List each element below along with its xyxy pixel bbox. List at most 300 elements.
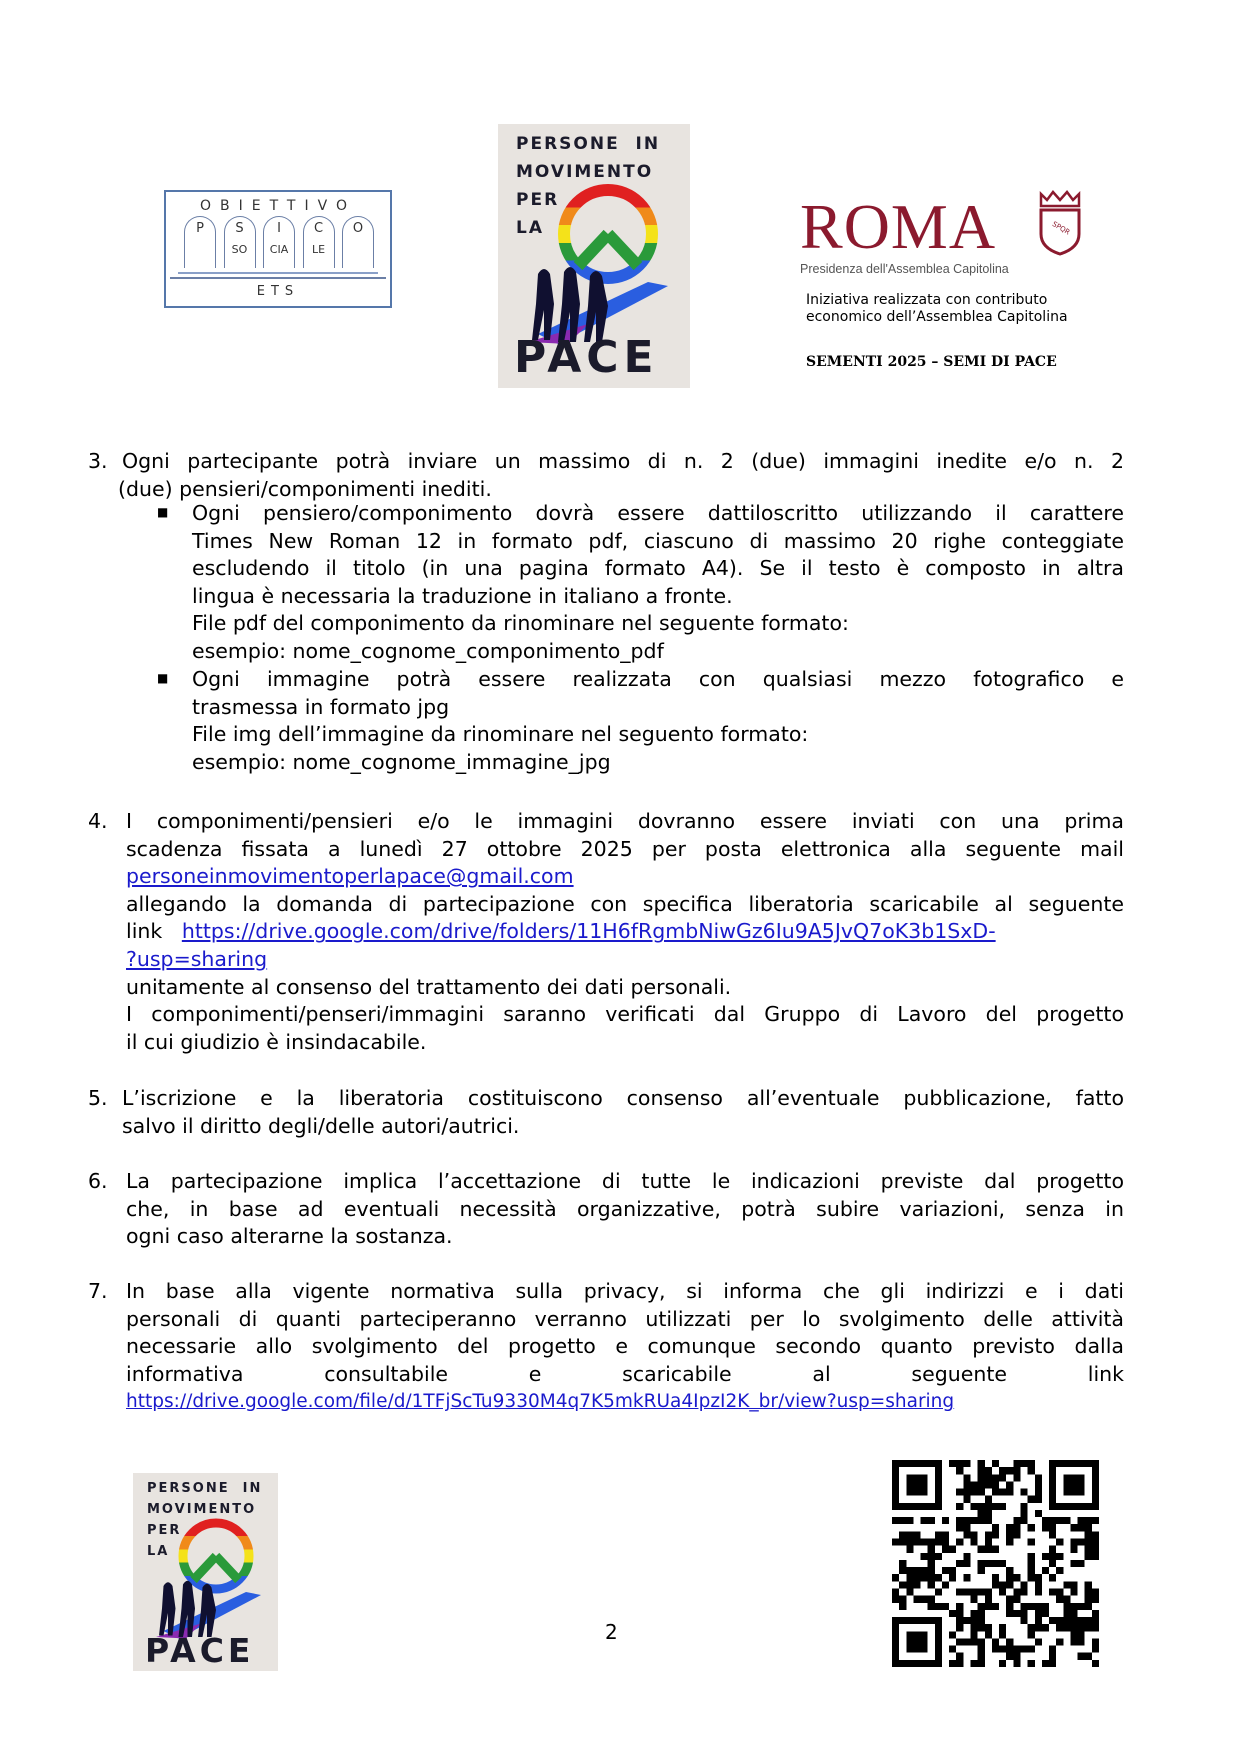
qr-module	[1070, 1524, 1077, 1531]
qr-module	[1070, 1603, 1077, 1610]
qr-module	[1028, 1496, 1035, 1503]
logo-line: PERSONE IN	[147, 1481, 263, 1496]
qr-module	[906, 1503, 913, 1510]
qr-module	[1092, 1660, 1099, 1667]
qr-module	[1020, 1503, 1027, 1510]
qr-module	[978, 1481, 985, 1488]
text-line: allegando la domanda di partecipazione con specifica liberatoria scaricabile al seguente	[126, 891, 1124, 916]
qr-module	[935, 1631, 942, 1638]
qr-module	[956, 1539, 963, 1546]
qr-module	[1063, 1460, 1070, 1467]
qr-module	[1085, 1596, 1092, 1603]
qr-module	[1092, 1539, 1099, 1546]
bullet-icon: ■	[157, 505, 169, 519]
logo-arch	[342, 216, 374, 268]
qr-module	[1070, 1588, 1077, 1595]
qr-module	[1049, 1474, 1056, 1481]
qr-module	[935, 1588, 942, 1595]
qr-module	[892, 1489, 899, 1496]
qr-module	[1085, 1460, 1092, 1467]
qr-module	[921, 1503, 928, 1510]
qr-module	[999, 1467, 1006, 1474]
qr-module	[963, 1517, 970, 1524]
qr-module	[1070, 1581, 1077, 1588]
qr-module	[1028, 1460, 1035, 1467]
qr-module	[971, 1588, 978, 1595]
qr-module	[1028, 1467, 1035, 1474]
qr-module	[899, 1617, 906, 1624]
qr-module	[892, 1646, 899, 1653]
text-line	[126, 946, 1124, 974]
qr-module	[971, 1489, 978, 1496]
qr-module	[928, 1581, 935, 1588]
qr-module	[985, 1603, 992, 1610]
qr-module	[935, 1489, 942, 1496]
qr-module	[892, 1496, 899, 1503]
qr-module	[892, 1596, 899, 1603]
qr-module	[1006, 1603, 1013, 1610]
text-line	[126, 918, 1124, 946]
qr-module	[1063, 1617, 1070, 1624]
qr-module	[1042, 1517, 1049, 1524]
qr-module	[992, 1581, 999, 1588]
qr-module	[913, 1617, 920, 1624]
qr-module	[1056, 1503, 1063, 1510]
qr-module	[1078, 1474, 1085, 1481]
qr-module	[999, 1489, 1006, 1496]
logo-line: LA	[516, 218, 544, 238]
qr-module	[1070, 1460, 1077, 1467]
qr-module	[913, 1460, 920, 1467]
qr-module	[1092, 1638, 1099, 1645]
qr-module	[935, 1553, 942, 1560]
qr-module	[921, 1539, 928, 1546]
qr-module	[1085, 1503, 1092, 1510]
qr-module	[928, 1660, 935, 1667]
qr-module	[1049, 1617, 1056, 1624]
qr-module	[899, 1460, 906, 1467]
qr-module	[942, 1546, 949, 1553]
qr-module	[1063, 1503, 1070, 1510]
qr-module	[1049, 1560, 1056, 1567]
qr-module	[1013, 1524, 1020, 1531]
qr-module	[899, 1560, 906, 1567]
qr-module	[1006, 1567, 1013, 1574]
item-number: 4.	[88, 809, 108, 833]
qr-module	[1035, 1510, 1042, 1517]
qr-module	[1006, 1524, 1013, 1531]
text-line: File img dell’immagine da rinominare nel seguento formato:	[192, 722, 809, 747]
qr-module	[1056, 1638, 1063, 1645]
qr-module	[1020, 1610, 1027, 1617]
qr-module	[949, 1610, 956, 1617]
qr-module	[928, 1596, 935, 1603]
qr-module	[1013, 1574, 1020, 1581]
qr-module	[1042, 1624, 1049, 1631]
qr-module	[935, 1539, 942, 1546]
qr-module	[906, 1646, 913, 1653]
qr-module	[1092, 1481, 1099, 1488]
qr-module	[1085, 1546, 1092, 1553]
text-line: unitamente al consenso del trattamento dei dati personali.	[126, 974, 732, 999]
qr-module	[985, 1560, 992, 1567]
qr-module	[1092, 1624, 1099, 1631]
qr-module	[978, 1646, 985, 1653]
qr-module	[1085, 1524, 1092, 1531]
qr-module	[1070, 1624, 1077, 1631]
qr-module	[1049, 1489, 1056, 1496]
qr-module	[892, 1574, 899, 1581]
qr-module	[1078, 1524, 1085, 1531]
page-number: 2	[605, 1620, 618, 1644]
qr-module	[921, 1631, 928, 1638]
qr-module	[892, 1588, 899, 1595]
text-line: L’iscrizione e la liberatoria costituiscono consenso all’eventuale pubblicazione, fatto	[122, 1086, 1124, 1110]
qr-module	[985, 1517, 992, 1524]
qr-module	[1006, 1596, 1013, 1603]
liberatoria-link[interactable]: https://drive.google.com/drive/folders/11H6fRgmbNiwGz6Iu9A5JvQ7oK3b1SxD-	[181, 919, 996, 944]
qr-module	[921, 1553, 928, 1560]
qr-module	[935, 1467, 942, 1474]
qr-module	[913, 1489, 920, 1496]
email-link[interactable]: personeinmovimentoperlapace@gmail.com	[126, 864, 574, 889]
qr-module	[1028, 1553, 1035, 1560]
qr-module	[1020, 1581, 1027, 1588]
qr-module	[892, 1460, 899, 1467]
rule-item-7	[88, 1278, 1124, 1416]
qr-module	[1085, 1581, 1092, 1588]
arch-letter: C	[313, 221, 324, 236]
qr-module	[1020, 1460, 1027, 1467]
qr-module	[992, 1603, 999, 1610]
qr-module	[1049, 1574, 1056, 1581]
qr-module	[1078, 1460, 1085, 1467]
qr-module	[1013, 1460, 1020, 1467]
text-line: salvo il diritto degli/delle autori/autrici.	[122, 1113, 520, 1138]
qr-module	[1035, 1489, 1042, 1496]
logo-line: PER	[147, 1523, 182, 1538]
initiative-note	[806, 292, 1068, 326]
qr-module	[913, 1531, 920, 1538]
qr-module	[1070, 1474, 1077, 1481]
text-line: Ogni partecipante potrà inviare un massimo di n. 2 (due) immagini inedite e/o n. 2	[122, 449, 1124, 473]
qr-module	[899, 1517, 906, 1524]
qr-module	[942, 1603, 949, 1610]
qr-module	[928, 1617, 935, 1624]
arch-letter: O	[352, 221, 364, 236]
qr-module	[913, 1567, 920, 1574]
qr-module	[1085, 1603, 1092, 1610]
qr-module	[1035, 1624, 1042, 1631]
qr-module	[992, 1489, 999, 1496]
qr-module	[1049, 1553, 1056, 1560]
qr-module	[999, 1624, 1006, 1631]
qr-module	[935, 1496, 942, 1503]
qr-module	[935, 1574, 942, 1581]
qr-module	[1063, 1610, 1070, 1617]
qr-module	[985, 1531, 992, 1538]
logo-big-text: PACE	[145, 1631, 255, 1670]
qr-module	[1078, 1503, 1085, 1510]
qr-module	[913, 1539, 920, 1546]
qr-module	[956, 1617, 963, 1624]
qr-module	[992, 1560, 999, 1567]
qr-module	[935, 1603, 942, 1610]
qr-module	[1013, 1474, 1020, 1481]
text-line: trasmessa in formato jpg	[192, 694, 450, 719]
text-line: ogni caso alterarne la sostanza.	[126, 1224, 453, 1249]
qr-module	[899, 1567, 906, 1574]
qr-module	[1035, 1638, 1042, 1645]
qr-module	[1092, 1553, 1099, 1560]
qr-module	[1035, 1481, 1042, 1488]
qr-module	[1049, 1524, 1056, 1531]
qr-module	[1028, 1574, 1035, 1581]
qr-code-icon[interactable]	[892, 1460, 1099, 1667]
qr-module	[956, 1467, 963, 1474]
qr-module	[1063, 1624, 1070, 1631]
text-line: che, in base ad eventuali necessità organizzative, potrà subire variazioni, senza in	[126, 1196, 1124, 1221]
qr-module	[1092, 1496, 1099, 1503]
text-line: File pdf del componimento da rinominare nel seguente formato:	[192, 611, 849, 636]
qr-module	[1028, 1660, 1035, 1667]
qr-module	[949, 1546, 956, 1553]
text-line: informativa consultabile e scaricabile al seguente link	[126, 1361, 1124, 1386]
qr-module	[906, 1460, 913, 1467]
logo-arch	[263, 216, 295, 268]
qr-module	[935, 1653, 942, 1660]
qr-module	[1092, 1596, 1099, 1603]
qr-module	[978, 1624, 985, 1631]
text-line: personali di quanti parteciperanno verranno utilizzati per lo svolgimento delle attività	[126, 1306, 1124, 1331]
qr-module	[963, 1524, 970, 1531]
qr-module	[1042, 1603, 1049, 1610]
qr-module	[1078, 1638, 1085, 1645]
qr-module	[1006, 1489, 1013, 1496]
qr-module	[899, 1660, 906, 1667]
qr-module	[1035, 1474, 1042, 1481]
qr-module	[1092, 1610, 1099, 1617]
qr-module	[913, 1581, 920, 1588]
qr-module	[985, 1467, 992, 1474]
qr-module	[921, 1596, 928, 1603]
qr-module	[949, 1660, 956, 1667]
qr-module	[971, 1617, 978, 1624]
qr-module	[1028, 1560, 1035, 1567]
item-number: 6.	[88, 1169, 108, 1193]
qr-module	[1063, 1474, 1070, 1481]
roma-wordmark: ROMA	[800, 191, 997, 262]
qr-module	[913, 1596, 920, 1603]
text-line: In base alla vigente normativa sulla privacy, si informa che gli indirizzi e i dati	[126, 1279, 1124, 1303]
qr-module	[1070, 1481, 1077, 1488]
logo-bottom-text: ETS	[256, 284, 300, 299]
qr-module	[992, 1531, 999, 1538]
qr-module	[928, 1503, 935, 1510]
qr-module	[1020, 1617, 1027, 1624]
qr-module	[1085, 1653, 1092, 1660]
text-line: Times New Roman 12 in formato pdf, ciascuno di massimo 20 righe conteggiate	[192, 528, 1124, 553]
qr-module	[992, 1638, 999, 1645]
rule-item-5	[88, 1085, 1124, 1140]
logo-line: MOVIMENTO	[516, 162, 654, 182]
qr-module	[999, 1474, 1006, 1481]
qr-module	[913, 1503, 920, 1510]
qr-module	[1092, 1588, 1099, 1595]
arch-letter: I	[277, 221, 281, 236]
qr-module	[1056, 1588, 1063, 1595]
qr-module	[956, 1660, 963, 1667]
link-prefix: link	[126, 919, 163, 944]
qr-module	[992, 1524, 999, 1531]
qr-module	[963, 1617, 970, 1624]
qr-module	[1070, 1610, 1077, 1617]
qr-module	[1056, 1617, 1063, 1624]
qr-module	[1013, 1596, 1020, 1603]
qr-module	[928, 1603, 935, 1610]
qr-module	[1085, 1539, 1092, 1546]
qr-module	[956, 1653, 963, 1660]
qr-module	[956, 1603, 963, 1610]
qr-module	[1092, 1517, 1099, 1524]
qr-module	[999, 1660, 1006, 1667]
qr-module	[1020, 1588, 1027, 1595]
text-line: necessarie allo svolgimento del progetto e comunque secondo quanto previsto dalla	[126, 1334, 1124, 1359]
qr-module	[1063, 1489, 1070, 1496]
qr-module	[1092, 1489, 1099, 1496]
qr-module	[1092, 1460, 1099, 1467]
qr-module	[1020, 1603, 1027, 1610]
qr-module	[1078, 1539, 1085, 1546]
qr-module	[913, 1574, 920, 1581]
qr-module	[892, 1617, 899, 1624]
qr-module	[935, 1503, 942, 1510]
qr-module	[892, 1539, 899, 1546]
qr-module	[1049, 1653, 1056, 1660]
privacy-link[interactable]: https://drive.google.com/file/d/1TFjScTu9330M4q7K5mkRUa4IpzI2K_br/view?usp=sharing	[126, 1391, 955, 1413]
qr-module	[1078, 1560, 1085, 1567]
qr-module	[985, 1631, 992, 1638]
qr-module	[935, 1481, 942, 1488]
logo-line: PER	[516, 190, 560, 210]
qr-module	[1028, 1524, 1035, 1531]
qr-module	[978, 1603, 985, 1610]
qr-module	[971, 1531, 978, 1538]
qr-module	[971, 1596, 978, 1603]
persone-in-movimento-logo-footer	[133, 1473, 278, 1671]
bullet-item-text	[192, 666, 1124, 776]
qr-module	[913, 1481, 920, 1488]
logo-line: LA	[147, 1544, 170, 1559]
qr-module	[1056, 1517, 1063, 1524]
qr-module	[971, 1481, 978, 1488]
logo-arches	[184, 216, 374, 270]
arch-letter: P	[196, 221, 204, 236]
qr-module	[999, 1560, 1006, 1567]
text-line: Ogni pensiero/componimento dovrà essere dattiloscritto utilizzando il carattere	[192, 501, 1124, 525]
qr-module	[999, 1588, 1006, 1595]
qr-module	[899, 1503, 906, 1510]
qr-module	[956, 1624, 963, 1631]
qr-module	[1070, 1638, 1077, 1645]
qr-module	[992, 1546, 999, 1553]
qr-module	[1013, 1588, 1020, 1595]
qr-module	[1070, 1546, 1077, 1553]
qr-module	[1013, 1660, 1020, 1667]
qr-module	[949, 1646, 956, 1653]
qr-module	[913, 1474, 920, 1481]
qr-module	[1020, 1510, 1027, 1517]
qr-module	[1020, 1489, 1027, 1496]
text-line	[126, 1388, 1124, 1416]
qr-module	[978, 1610, 985, 1617]
qr-module	[906, 1539, 913, 1546]
qr-module	[1063, 1517, 1070, 1524]
qr-module	[1092, 1546, 1099, 1553]
qr-module	[1085, 1553, 1092, 1560]
qr-module	[971, 1660, 978, 1667]
qr-module	[1049, 1531, 1056, 1538]
qr-module	[971, 1624, 978, 1631]
qr-module	[1056, 1567, 1063, 1574]
bullet-icon: ■	[157, 671, 169, 685]
qr-module	[985, 1510, 992, 1517]
qr-module	[949, 1631, 956, 1638]
qr-module	[992, 1481, 999, 1488]
qr-module	[963, 1489, 970, 1496]
qr-module	[971, 1503, 978, 1510]
qr-module	[1049, 1517, 1056, 1524]
qr-module	[985, 1546, 992, 1553]
qr-module	[1013, 1653, 1020, 1660]
liberatoria-link-continued[interactable]: ?usp=sharing	[126, 946, 268, 971]
qr-module	[978, 1517, 985, 1524]
qr-module	[935, 1531, 942, 1538]
qr-module	[1078, 1481, 1085, 1488]
qr-module	[1049, 1546, 1056, 1553]
qr-module	[978, 1617, 985, 1624]
qr-module	[921, 1574, 928, 1581]
qr-module	[892, 1467, 899, 1474]
qr-module	[1056, 1624, 1063, 1631]
qr-module	[956, 1638, 963, 1645]
rule-item-4	[88, 808, 1124, 1056]
qr-module	[906, 1638, 913, 1645]
qr-module	[921, 1481, 928, 1488]
qr-module	[1049, 1503, 1056, 1510]
qr-module	[892, 1481, 899, 1488]
qr-module	[1006, 1574, 1013, 1581]
qr-module	[985, 1624, 992, 1631]
qr-module	[956, 1517, 963, 1524]
qr-module	[1092, 1467, 1099, 1474]
qr-module	[1056, 1596, 1063, 1603]
logo-line: MOVIMENTO	[147, 1502, 257, 1517]
qr-module	[899, 1539, 906, 1546]
qr-module	[935, 1646, 942, 1653]
qr-module	[1049, 1588, 1056, 1595]
qr-module	[913, 1638, 920, 1645]
qr-module	[892, 1638, 899, 1645]
qr-module	[1070, 1539, 1077, 1546]
qr-module	[1006, 1531, 1013, 1538]
qr-module	[935, 1660, 942, 1667]
qr-module	[1013, 1646, 1020, 1653]
logo-arch	[184, 216, 216, 268]
qr-module	[906, 1660, 913, 1667]
qr-module	[892, 1631, 899, 1638]
arch-sub: LE	[311, 242, 326, 256]
